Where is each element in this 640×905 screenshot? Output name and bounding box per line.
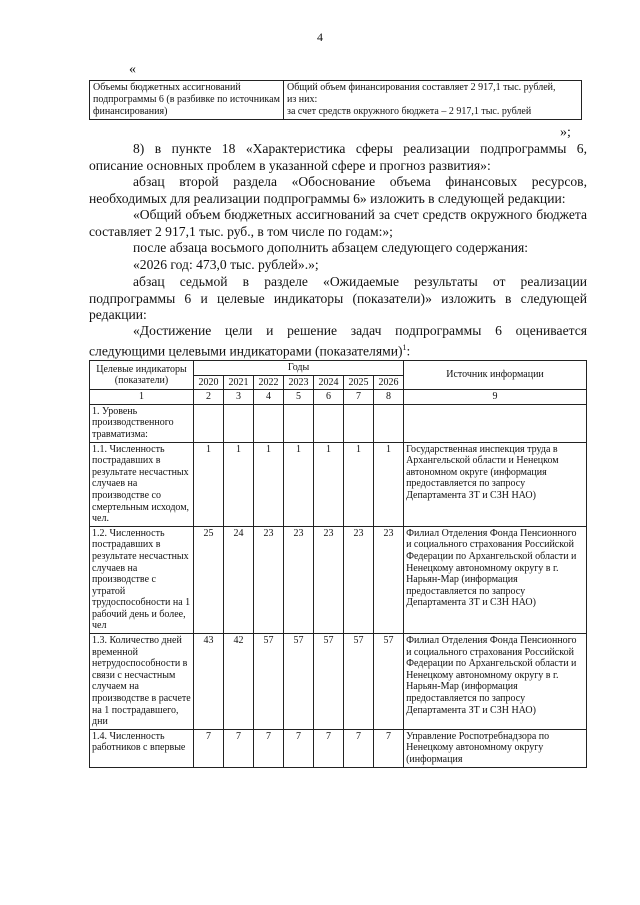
paragraph-2026: «2026 год: 473,0 тыс. рублей».»; <box>133 257 319 272</box>
value-cell: 43 <box>194 634 224 730</box>
value-cell: 25 <box>194 526 224 633</box>
funding-summary-table <box>89 80 582 120</box>
indicators-table <box>89 360 587 768</box>
paragraph-total-funding: «Общий объем бюджетных ассигнований за счет средств окружного бюджета составляет 2 917,1 тыс. руб., в том числе по годам:»; <box>89 207 587 239</box>
table-row <box>90 634 587 730</box>
value-cell: 42 <box>224 634 254 730</box>
value-cell: 7 <box>224 729 254 767</box>
value-cell: 7 <box>314 729 344 767</box>
funding-line-3: за счет средств окружного бюджета – 2 917,1 тыс. рублей <box>287 106 532 117</box>
indicator-cell: 1.4. Численность работников с впервые <box>90 729 194 767</box>
value-cell: 57 <box>254 634 284 730</box>
indicator-cell: 1.1. Численность пострадавших в результате несчастных случаев на производстве со смертельным исходом, чел. <box>90 442 194 526</box>
paragraph-goal-text: «Достижение цели и решение задач подпрограммы 6 оценивается следующими целевыми индикаторами (показателями) <box>89 323 587 359</box>
value-cell: 23 <box>254 526 284 633</box>
paragraph-goal: «Достижение цели и решение задач подпрограммы 6 оценивается следующими целевыми индикаторами (показателями)$^1$: <box>89 323 587 359</box>
closing-quote: »; <box>560 125 571 140</box>
value-cell: 24 <box>224 526 254 633</box>
year-cell: 2026 <box>374 375 404 390</box>
header-years: Годы <box>194 361 404 376</box>
footnote-marker: 1 <box>402 342 407 352</box>
table-row <box>90 729 587 767</box>
col-number: 3 <box>224 390 254 405</box>
funding-label-cell: Объемы бюджетных ассигнований подпрограммы 6 (в разбивке по источникам финансирования) <box>90 81 284 120</box>
paragraph-item-8: 8) в пункте 18 «Характеристика сферы реализации подпрограммы 6, описание основных проблем в указанной сфере и прогноз развития»: <box>89 141 587 173</box>
paragraph-after-abzac-8: после абзаца восьмого дополнить абзацем следующего содержания: <box>133 240 529 255</box>
col-number: 6 <box>314 390 344 405</box>
header-row <box>90 361 587 376</box>
col-number: 2 <box>194 390 224 405</box>
funding-line-1: Общий объем финансирования составляет 2 917,1 тыс. рублей, <box>287 82 556 93</box>
year-cell: 2024 <box>314 375 344 390</box>
year-cell: 2021 <box>224 375 254 390</box>
section-label: 1. Уровень производственного травматизма: <box>90 404 194 442</box>
col-number: 8 <box>374 390 404 405</box>
value-cell: 7 <box>194 729 224 767</box>
paragraph-abzac-2: абзац второй раздела «Обоснование объема финансовых ресурсов, необходимых для реализации подпрограммы 6» изложить в следующей редакции: <box>89 174 587 206</box>
paragraph-abzac-7: абзац седьмой в разделе «Ожидаемые результаты от реализации подпрограммы 6 и целевые индикаторы (показатели)» изложить в следующей редакции: <box>89 274 587 322</box>
value-cell: 1 <box>224 442 254 526</box>
opening-quote: « <box>129 62 136 77</box>
value-cell: 1 <box>254 442 284 526</box>
year-cell: 2025 <box>344 375 374 390</box>
value-cell: 1 <box>374 442 404 526</box>
source-cell: Филиал Отделения Фонда Пенсионного и социального страхования Российской Федерации по Архангельской области и Ненецкому автономному округу в г. Нарьян-Мар (информация предоставляется по запросу Департамента ЗТ и СЗН НАО) <box>404 526 587 633</box>
source-cell: Государственная инспекция труда в Архангельской области и Ненецком автономном округе (информация предоставляется по запросу Департамента ЗТ и СЗН НАО) <box>404 442 587 526</box>
value-cell: 57 <box>344 634 374 730</box>
year-cell: 2020 <box>194 375 224 390</box>
value-cell: 1 <box>194 442 224 526</box>
value-cell: 7 <box>374 729 404 767</box>
column-number-row <box>90 390 587 405</box>
indicator-cell: 1.2. Численность пострадавших в результате несчастных случаев на производстве с утратой трудоспособности на 1 рабочий день и более, чел <box>90 526 194 633</box>
value-cell: 1 <box>284 442 314 526</box>
value-cell: 23 <box>344 526 374 633</box>
header-source: Источник информации <box>404 361 587 390</box>
value-cell: 7 <box>344 729 374 767</box>
col-number: 7 <box>344 390 374 405</box>
value-cell: 57 <box>374 634 404 730</box>
value-cell: 7 <box>284 729 314 767</box>
value-cell: 57 <box>284 634 314 730</box>
col-number: 4 <box>254 390 284 405</box>
year-cell: 2023 <box>284 375 314 390</box>
value-cell: 23 <box>374 526 404 633</box>
value-cell: 57 <box>314 634 344 730</box>
value-cell: 7 <box>254 729 284 767</box>
section-row <box>90 404 587 442</box>
col-number: 5 <box>284 390 314 405</box>
value-cell: 1 <box>344 442 374 526</box>
value-cell: 23 <box>284 526 314 633</box>
funding-line-2: из них: <box>287 94 318 105</box>
header-indicator: Целевые индикаторы (показатели) <box>90 361 194 390</box>
table-row <box>90 442 587 526</box>
indicator-cell: 1.3. Количество дней временной нетрудоспособности в связи с несчастным случаем на производстве в расчете на 1 пострадавшего, дни <box>90 634 194 730</box>
page-number: 4 <box>317 30 323 44</box>
year-cell: 2022 <box>254 375 284 390</box>
value-cell: 23 <box>314 526 344 633</box>
col-number: 1 <box>90 390 194 405</box>
source-cell: Управление Роспотребнадзора по Ненецкому автономному округу (информация <box>404 729 587 767</box>
table-row <box>90 526 587 633</box>
funding-value-cell <box>284 81 582 120</box>
value-cell: 1 <box>314 442 344 526</box>
source-cell: Филиал Отделения Фонда Пенсионного и социального страхования Российской Федерации по Архангельской области и Ненецкому автономному округу в г. Нарьян-Мар (информация предоставляется по запросу Департамента ЗТ и СЗН НАО) <box>404 634 587 730</box>
col-number: 9 <box>404 390 587 405</box>
